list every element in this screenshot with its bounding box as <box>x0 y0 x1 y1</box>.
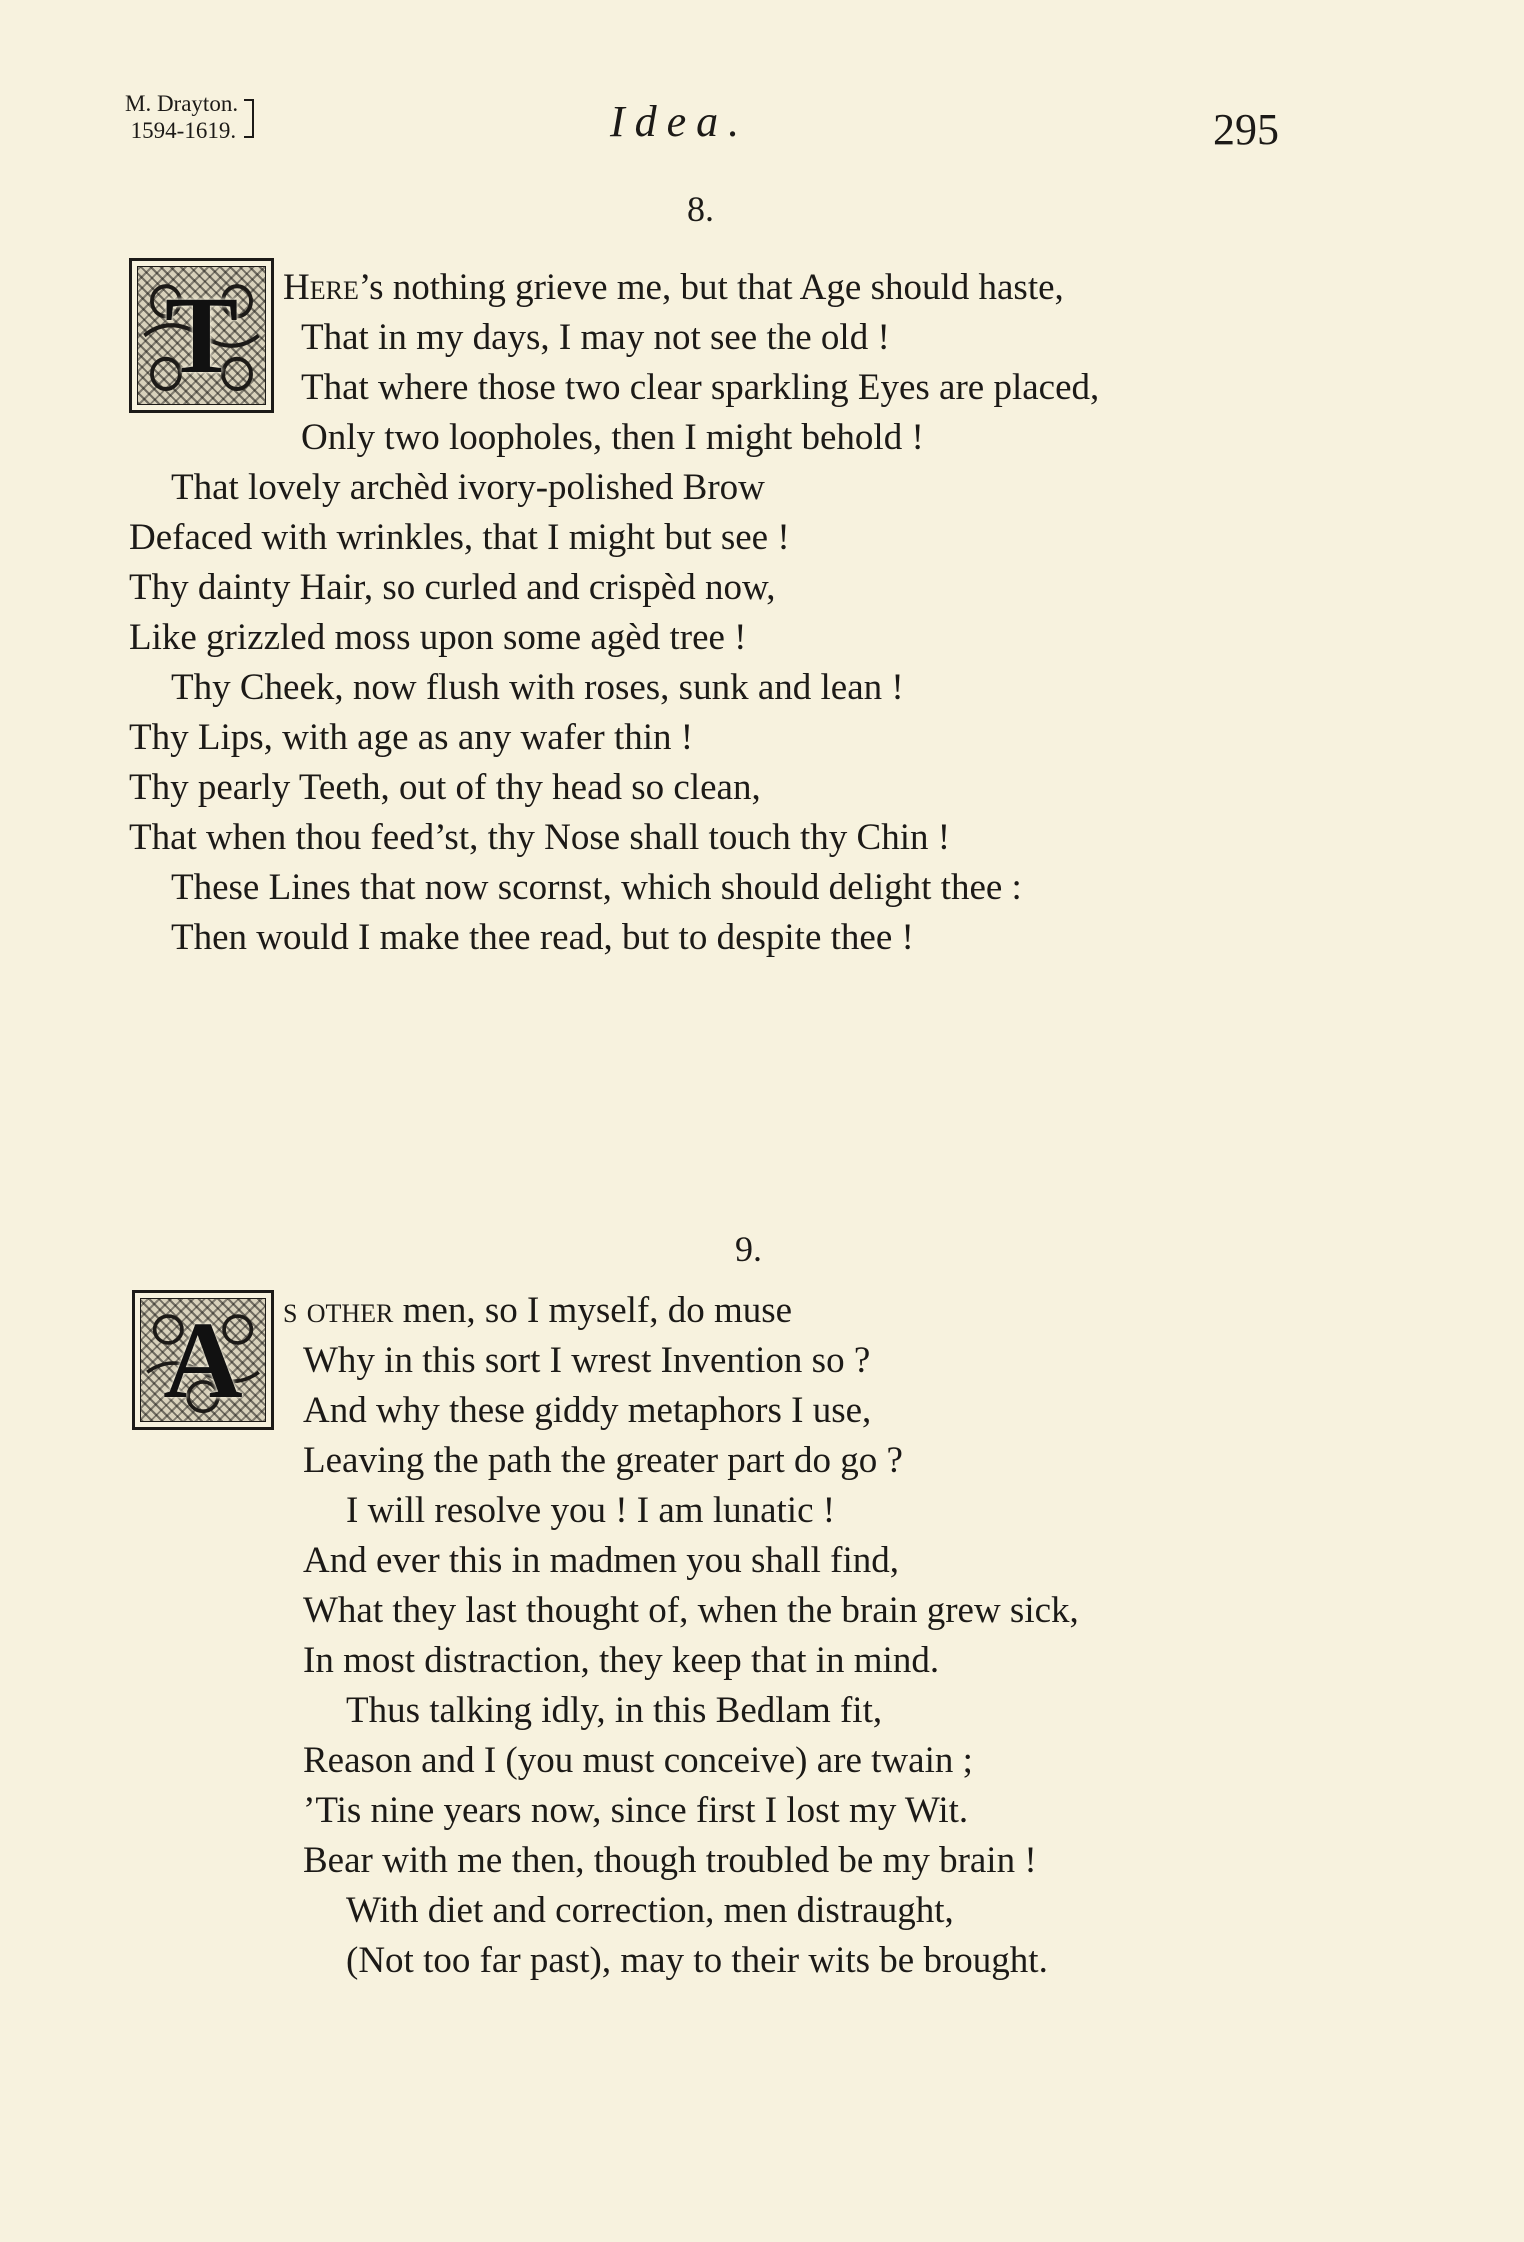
drop-cap-ornament <box>129 258 274 413</box>
verse-line: That where those two clear sparkling Eyes are placed, <box>301 367 1100 408</box>
verse-line: I will resolve you ! I am lunatic ! <box>346 1490 836 1531</box>
verse-line: Then would I make thee read, but to despite thee ! <box>171 917 914 958</box>
author-name: M. Drayton. <box>125 91 239 116</box>
verse-line: These Lines that now scornst, which should delight thee : <box>171 867 1022 908</box>
verse-line: Thus talking idly, in this Bedlam fit, <box>346 1690 883 1731</box>
verse-block <box>283 1286 1079 1986</box>
first-line-text: ’s nothing grieve me, but that Age should haste, <box>358 267 1064 308</box>
floral-ornament-icon <box>140 1298 266 1422</box>
floral-ornament-icon <box>137 266 266 405</box>
verse-line: And why these giddy metaphors I use, <box>303 1390 872 1431</box>
verse-line: Reason and I (you must conceive) are twain ; <box>303 1740 973 1781</box>
verse-line: That when thou feed’st, thy Nose shall touch thy Chin ! <box>129 817 951 858</box>
author-note <box>125 90 254 144</box>
verse-line: That lovely archèd ivory-polished Brow <box>171 467 765 508</box>
verse-line <box>283 263 1099 313</box>
verse-line: ’Tis nine years now, since first I lost my Wit. <box>303 1790 969 1831</box>
drop-cap-ornament <box>132 1290 274 1430</box>
verse-line: What they last thought of, when the brain grew sick, <box>303 1590 1079 1631</box>
verse-line: Thy Lips, with age as any wafer thin ! <box>129 717 694 758</box>
verse-line: And ever this in madmen you shall find, <box>303 1540 900 1581</box>
verse-line: Defaced with wrinkles, that I might but see ! <box>129 517 790 558</box>
poem-number: 8. <box>687 189 714 229</box>
verse-line: Why in this sort I wrest Invention so ? <box>303 1340 871 1381</box>
first-line-text: men, so I myself, do muse <box>393 1290 793 1331</box>
verse-line: That in my days, I may not see the old ! <box>301 317 890 358</box>
verse-line: Thy dainty Hair, so curled and crispèd now, <box>129 567 776 608</box>
verse-line: Leaving the path the greater part do go ? <box>303 1440 903 1481</box>
verse-line: Only two loopholes, then I might behold ! <box>301 417 924 458</box>
verse-line: In most distraction, they keep that in mind. <box>303 1640 940 1681</box>
verse-line: With diet and correction, men distraught, <box>346 1890 954 1931</box>
poem-number: 9. <box>735 1229 762 1269</box>
running-title: Idea. <box>610 97 750 146</box>
verse-line: Thy pearly Teeth, out of thy head so clean, <box>129 767 761 808</box>
verse-line: Bear with me then, though troubled be my brain ! <box>303 1840 1037 1881</box>
first-word-small-caps: Here <box>283 267 359 308</box>
verse-block-indented <box>283 263 1099 463</box>
page-number: 295 <box>1213 105 1279 154</box>
author-years: 1594-1619. <box>130 118 237 143</box>
verse-line: Like grizzled moss upon some agèd tree ! <box>129 617 747 658</box>
verse-line: (Not too far past), may to their wits be brought. <box>346 1940 1048 1981</box>
verse-line <box>283 1286 1079 1336</box>
bracket-mark <box>244 99 254 138</box>
verse-line: Thy Cheek, now flush with roses, sunk and lean ! <box>171 667 904 708</box>
drop-cap-letter: T <box>164 274 239 396</box>
verse-block <box>129 463 1022 963</box>
drop-cap-letter: A <box>163 1298 243 1421</box>
first-word-small-caps: s other <box>283 1290 394 1331</box>
